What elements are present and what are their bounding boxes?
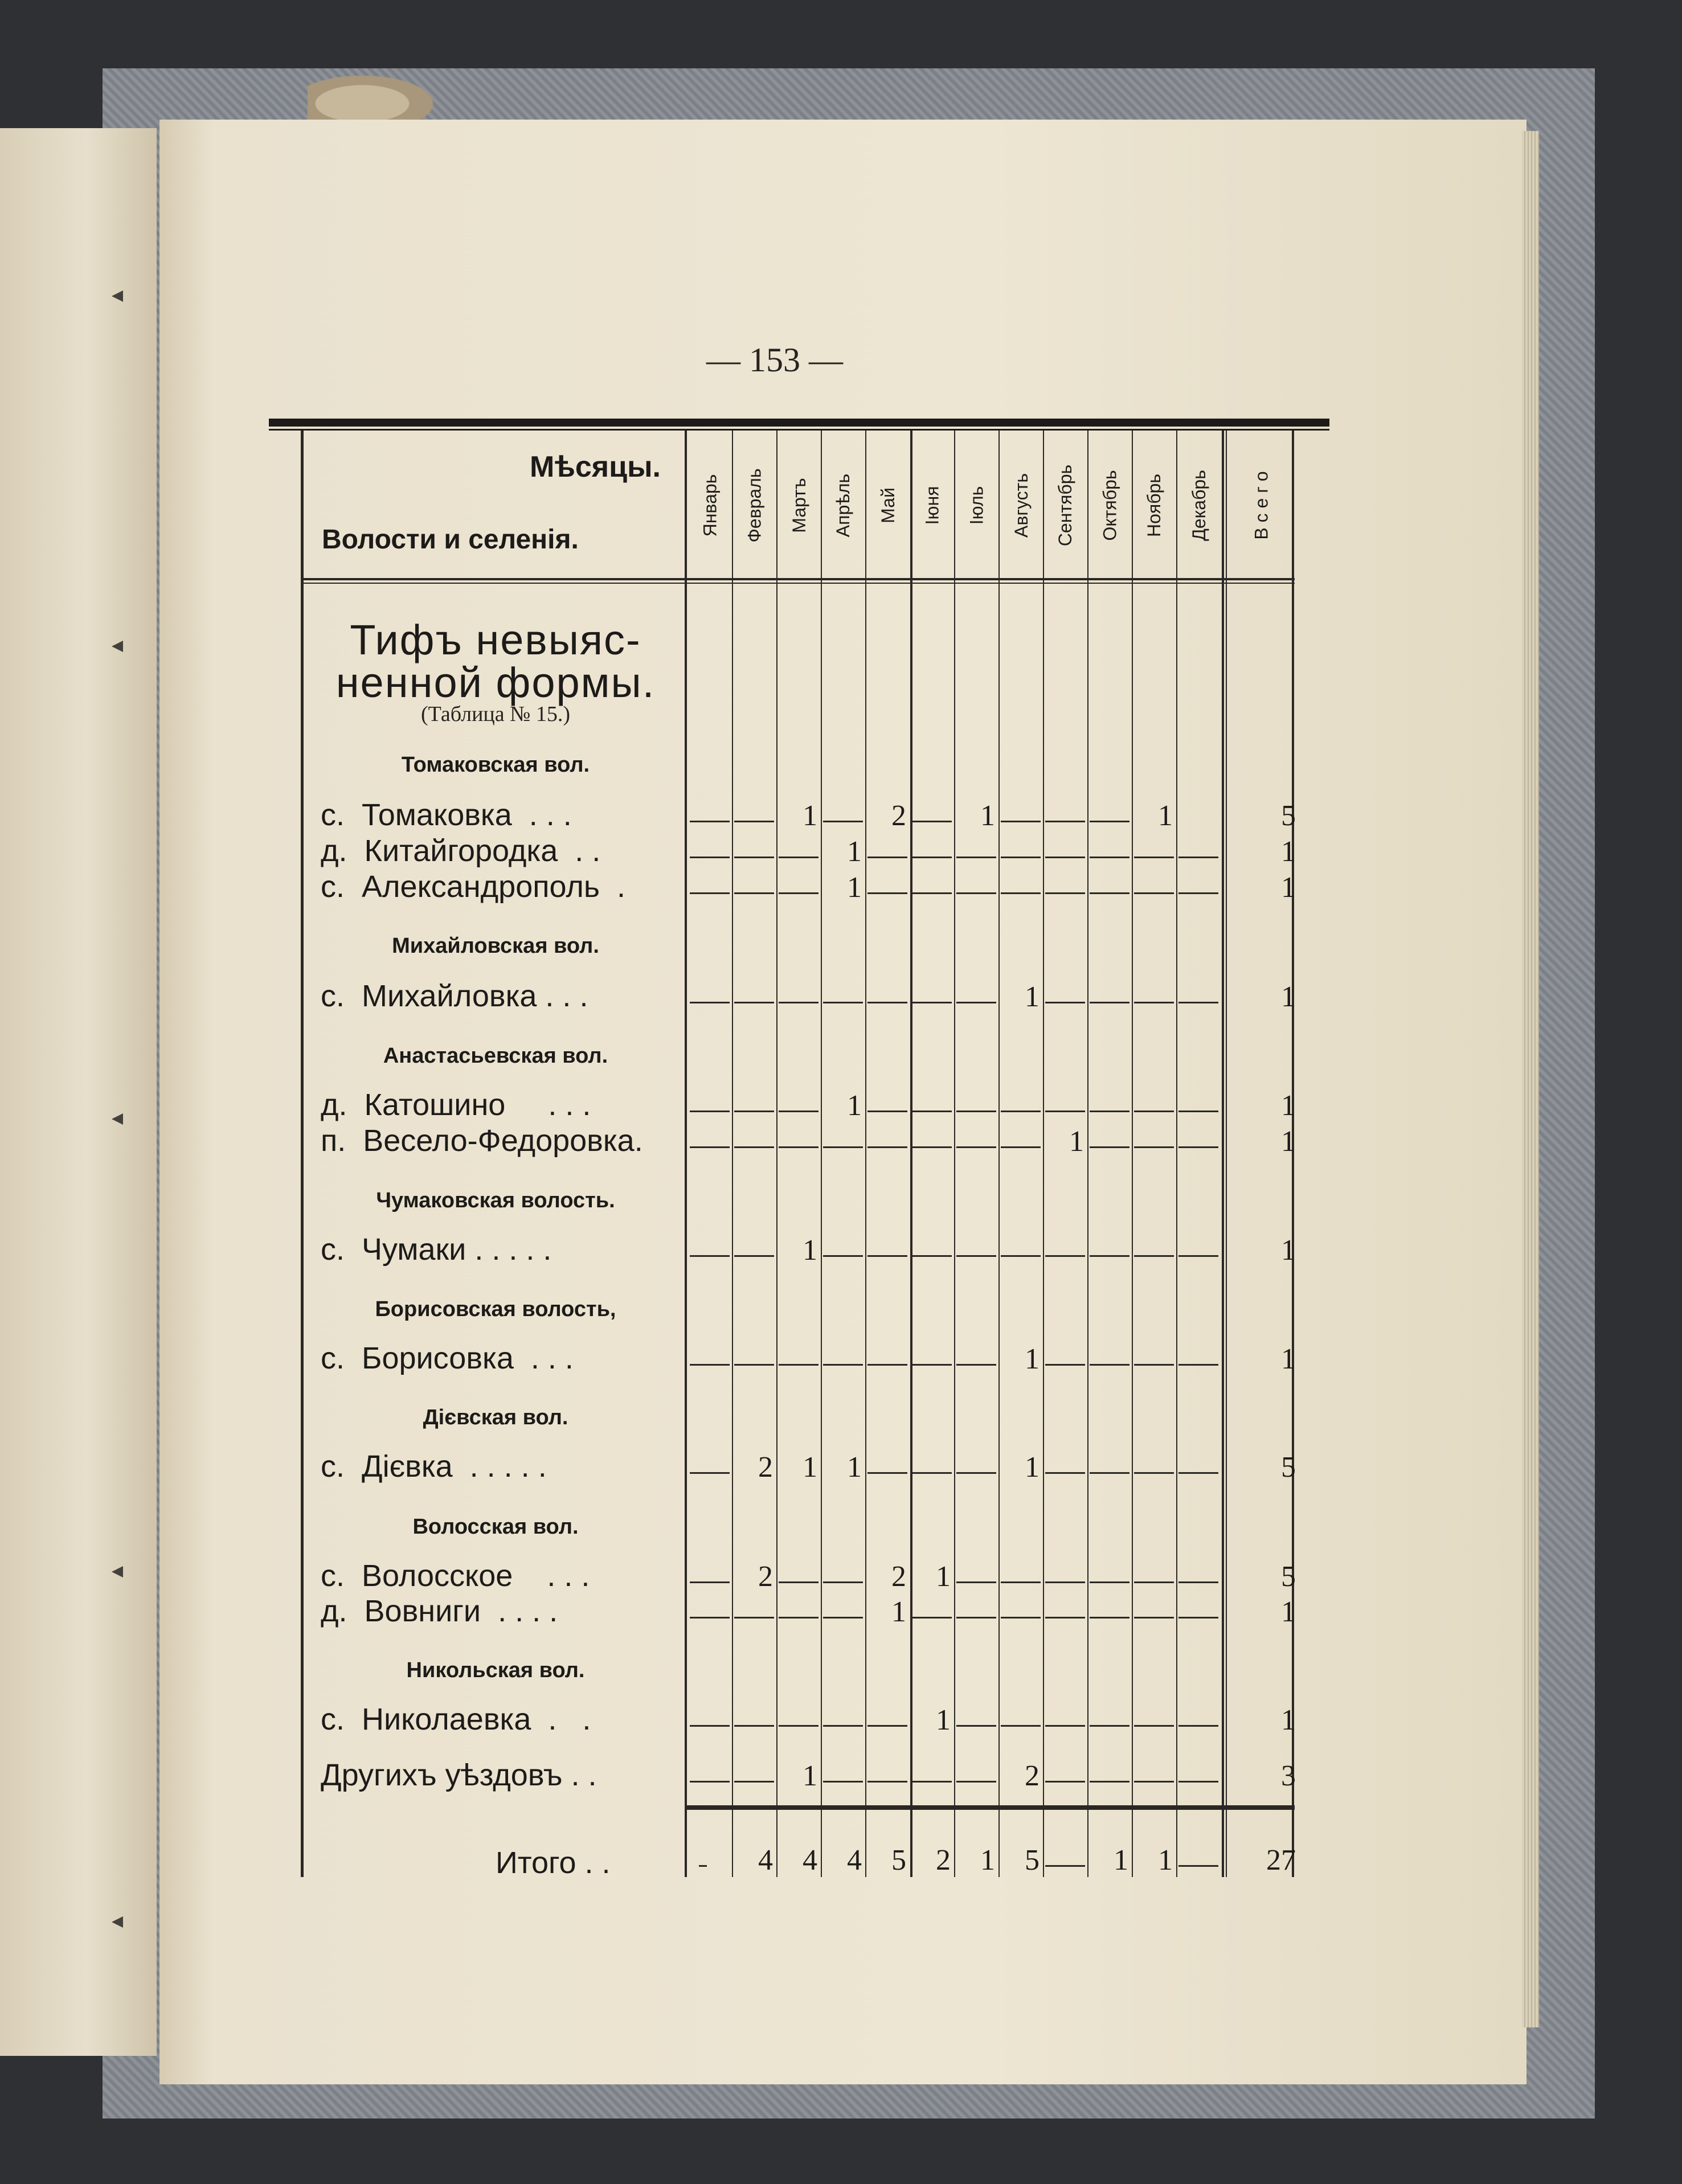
row-total: 1 xyxy=(1281,1596,1296,1628)
cell-dash xyxy=(1178,857,1218,858)
cell-dash xyxy=(690,1581,730,1583)
cell-dash xyxy=(779,1364,819,1366)
itogo-row xyxy=(0,1844,1682,1879)
cell-value: 1 xyxy=(803,1760,817,1792)
cell-dash xyxy=(912,857,952,858)
cell-dash xyxy=(912,1781,952,1783)
month-header-6: Іюня xyxy=(922,486,943,525)
cell-dash xyxy=(690,1002,730,1003)
cell-dash xyxy=(1090,1581,1129,1583)
row-place-name: с. Николаевка . . xyxy=(321,1702,591,1736)
cell-dash xyxy=(1001,1725,1041,1727)
row-place-name: д. Китайгородка . . xyxy=(321,834,601,868)
cell-dash xyxy=(912,1255,952,1257)
cell-dash xyxy=(1090,1617,1129,1618)
cell-dash xyxy=(1090,1111,1129,1112)
cell-value: 1 xyxy=(1025,981,1040,1013)
cell-dash xyxy=(1134,1781,1174,1783)
cell-dash xyxy=(1001,857,1041,858)
cell-dash xyxy=(1045,1725,1085,1727)
cell-dash xyxy=(779,1581,819,1583)
row-place-name: с. Борисовка . . . xyxy=(321,1341,574,1375)
cell-dash xyxy=(1178,1725,1218,1727)
cell-dash xyxy=(1045,821,1085,822)
row-place-name: д. Вовниги . . . . xyxy=(321,1594,558,1628)
cell-dash xyxy=(734,821,774,822)
cell-dash xyxy=(699,1865,707,1867)
row-total: 3 xyxy=(1281,1760,1296,1792)
cell-value: 4 xyxy=(803,1844,817,1876)
cell-value: 1 xyxy=(980,800,995,832)
cell-dash xyxy=(734,1146,774,1148)
cell-value: 1 xyxy=(847,871,862,904)
cell-value: 2 xyxy=(758,1560,773,1593)
cell-value: 1 xyxy=(1025,1451,1040,1484)
cell-dash xyxy=(823,1725,863,1727)
cell-dash xyxy=(1178,1617,1218,1618)
month-header-12: Декабрь xyxy=(1188,470,1209,541)
row-total: 1 xyxy=(1281,835,1296,868)
itogo-label: Итого . . xyxy=(496,1846,611,1880)
cell-dash xyxy=(867,1781,907,1783)
row-place-name: с. Михайловка . . . xyxy=(321,979,588,1013)
group-heading: Чумаковская волость. xyxy=(376,1189,615,1212)
cell-dash xyxy=(1045,1111,1085,1112)
cell-dash xyxy=(1001,1146,1041,1148)
cell-dash xyxy=(956,857,996,858)
page-number: — 153 — xyxy=(706,341,843,379)
cell-value: 2 xyxy=(891,800,906,832)
cell-dash xyxy=(1045,892,1085,894)
total-separator-rule xyxy=(687,1805,1295,1810)
cell-dash xyxy=(867,1255,907,1257)
group-heading: Борисовская волость, xyxy=(375,1297,616,1321)
month-header-4: Апрѣль xyxy=(833,473,854,538)
table-row xyxy=(0,981,1682,1016)
row-place-name: с. Чумаки . . . . . xyxy=(321,1232,552,1267)
cell-dash xyxy=(1090,1002,1129,1003)
group-heading: Анастасьевская вол. xyxy=(383,1044,608,1068)
table-row xyxy=(0,1704,1682,1739)
cell-dash xyxy=(1134,857,1174,858)
cell-dash xyxy=(1045,857,1085,858)
cell-dash xyxy=(1134,1002,1174,1003)
cell-dash xyxy=(1045,1781,1085,1783)
cell-dash xyxy=(779,892,819,894)
cell-dash xyxy=(1001,1617,1041,1618)
cell-dash xyxy=(734,1111,774,1112)
cell-dash xyxy=(1178,1255,1218,1257)
cell-dash xyxy=(1134,1255,1174,1257)
cell-dash xyxy=(1090,857,1129,858)
cell-dash xyxy=(1178,1581,1218,1583)
cell-dash xyxy=(912,1111,952,1112)
cell-dash xyxy=(1090,1781,1129,1783)
cell-dash xyxy=(823,1617,863,1618)
cell-dash xyxy=(956,1581,996,1583)
cell-dash xyxy=(1134,1146,1174,1148)
row-place-name: с. Томаковка . . . xyxy=(321,798,572,832)
cell-dash xyxy=(912,821,952,822)
cell-dash xyxy=(1178,1865,1218,1867)
cell-dash xyxy=(1134,1364,1174,1366)
row-total: 5 xyxy=(1281,800,1296,832)
cell-dash xyxy=(823,1581,863,1583)
cell-dash xyxy=(1090,1255,1129,1257)
row-place-name: Другихъ уѣздовъ . . xyxy=(321,1758,597,1792)
cell-value: 1 xyxy=(803,1234,817,1267)
group-heading: Волосская вол. xyxy=(412,1515,579,1539)
cell-dash xyxy=(779,1617,819,1618)
cell-dash xyxy=(1045,1255,1085,1257)
table-row xyxy=(0,1125,1682,1161)
cell-value: 2 xyxy=(936,1844,951,1876)
cell-value: 2 xyxy=(758,1451,773,1484)
cell-dash xyxy=(779,1725,819,1727)
cell-dash xyxy=(1134,1725,1174,1727)
cell-dash xyxy=(1134,892,1174,894)
header-bottom-rule-thin xyxy=(301,583,1295,584)
cell-dash xyxy=(1045,1364,1085,1366)
row-place-name: с. Дієвка . . . . . xyxy=(321,1449,547,1484)
cell-dash xyxy=(867,1472,907,1474)
total-header: В с е г о xyxy=(1251,471,1272,540)
cell-dash xyxy=(690,1111,730,1112)
cell-dash xyxy=(1178,892,1218,894)
cell-value: 1 xyxy=(936,1704,951,1736)
cell-dash xyxy=(734,1364,774,1366)
row-total: 5 xyxy=(1281,1451,1296,1484)
table-row xyxy=(0,1596,1682,1631)
cell-dash xyxy=(1045,1865,1085,1867)
month-header-9: Сентябрь xyxy=(1055,464,1076,547)
month-header-3: Мартъ xyxy=(788,478,809,533)
cell-dash xyxy=(690,892,730,894)
cell-dash xyxy=(867,1111,907,1112)
cell-dash xyxy=(867,1002,907,1003)
cell-dash xyxy=(690,1725,730,1727)
cell-dash xyxy=(956,1472,996,1474)
frayed-spine-fabric xyxy=(308,71,444,125)
cell-dash xyxy=(912,1364,952,1366)
table-row xyxy=(0,800,1682,835)
table-row xyxy=(0,1234,1682,1269)
cell-dash xyxy=(823,1002,863,1003)
cell-value: 5 xyxy=(891,1844,906,1876)
cell-dash xyxy=(1178,1111,1218,1112)
section-title-line1: Тифъ невыяс- xyxy=(350,616,641,663)
cell-dash xyxy=(1090,821,1129,822)
cell-value: 1 xyxy=(891,1596,906,1628)
table-top-rule-thin xyxy=(269,429,1329,431)
cell-dash xyxy=(823,1146,863,1148)
cell-dash xyxy=(912,1002,952,1003)
table-reference: (Таблица № 15.) xyxy=(420,702,571,726)
cell-dash xyxy=(1178,1472,1218,1474)
page-stack-edge xyxy=(1522,131,1539,2027)
month-header-7: Іюль xyxy=(966,486,987,525)
row-place-name: с. Александрополь . xyxy=(321,870,625,904)
row-total: 5 xyxy=(1281,1560,1296,1593)
row-place-name: д. Катошино . . . xyxy=(321,1088,591,1122)
cell-dash xyxy=(734,1781,774,1783)
months-header-label: Мѣсяцы. xyxy=(530,450,661,483)
cell-value: 2 xyxy=(1025,1760,1040,1792)
cell-dash xyxy=(823,1255,863,1257)
cell-value: 1 xyxy=(980,1844,995,1876)
cell-dash xyxy=(956,1255,996,1257)
cell-dash xyxy=(1134,1617,1174,1618)
cell-dash xyxy=(734,1725,774,1727)
group-heading: Никольская вол. xyxy=(406,1658,585,1682)
cell-value: 1 xyxy=(1069,1125,1084,1158)
row-total: 1 xyxy=(1281,1343,1296,1375)
volosti-header-label: Волости и селенія. xyxy=(322,525,579,555)
month-header-10: Октябрь xyxy=(1099,470,1120,541)
cell-dash xyxy=(912,892,952,894)
cell-dash xyxy=(867,1364,907,1366)
row-total: 1 xyxy=(1281,1704,1296,1736)
table-row xyxy=(0,1343,1682,1378)
cell-value: 1 xyxy=(847,835,862,868)
cell-dash xyxy=(823,821,863,822)
month-header-1: Январь xyxy=(699,474,721,537)
cell-dash xyxy=(1090,1725,1129,1727)
cell-dash xyxy=(734,857,774,858)
cell-dash xyxy=(1001,1581,1041,1583)
cell-dash xyxy=(734,892,774,894)
table-row xyxy=(0,835,1682,871)
cell-dash xyxy=(779,1146,819,1148)
cell-dash xyxy=(690,1255,730,1257)
cell-dash xyxy=(912,1617,952,1618)
cell-dash xyxy=(956,1146,996,1148)
section-title-line2: ненной формы. xyxy=(335,659,656,706)
cell-dash xyxy=(867,857,907,858)
cell-dash xyxy=(823,1781,863,1783)
row-total: 1 xyxy=(1281,1089,1296,1122)
cell-value: 1 xyxy=(847,1089,862,1122)
cell-dash xyxy=(1045,1581,1085,1583)
cell-dash xyxy=(1178,1364,1218,1366)
cell-value: 4 xyxy=(847,1844,862,1876)
row-place-name: п. Весело-Федоровка. xyxy=(321,1124,643,1158)
cell-value: 1 xyxy=(847,1451,862,1484)
cell-dash xyxy=(956,892,996,894)
month-header-5: Май xyxy=(877,487,898,523)
cell-dash xyxy=(690,857,730,858)
cell-dash xyxy=(1178,1002,1218,1003)
group-heading: Томаковская вол. xyxy=(401,753,590,777)
table-row xyxy=(0,1760,1682,1795)
cell-value: 1 xyxy=(936,1560,951,1593)
cell-value: 5 xyxy=(1025,1844,1040,1876)
cell-dash xyxy=(1001,1255,1041,1257)
header-bottom-rule xyxy=(301,578,1295,580)
table-top-rule xyxy=(269,419,1329,427)
table-row xyxy=(0,871,1682,907)
cell-value: 1 xyxy=(1158,1844,1173,1876)
month-header-8: Августь xyxy=(1010,473,1032,538)
group-heading: Михайловская вол. xyxy=(392,934,599,958)
cell-dash xyxy=(1045,1002,1085,1003)
table-row xyxy=(0,1451,1682,1486)
cell-dash xyxy=(734,1255,774,1257)
cell-dash xyxy=(690,1146,730,1148)
cell-dash xyxy=(956,1111,996,1112)
cell-dash xyxy=(912,1146,952,1148)
cell-dash xyxy=(690,1781,730,1783)
cell-value: 1 xyxy=(1025,1343,1040,1375)
cell-dash xyxy=(734,1002,774,1003)
cell-value: 1 xyxy=(1158,800,1173,832)
cell-dash xyxy=(779,1002,819,1003)
cell-dash xyxy=(1001,892,1041,894)
month-header-2: Февраль xyxy=(744,468,765,543)
cell-dash xyxy=(690,821,730,822)
cell-dash xyxy=(779,857,819,858)
cell-dash xyxy=(1134,1472,1174,1474)
cell-dash xyxy=(1001,821,1041,822)
table-row xyxy=(0,1560,1682,1596)
row-total: 1 xyxy=(1281,1125,1296,1158)
cell-value: 4 xyxy=(758,1844,773,1876)
cell-dash xyxy=(1045,1472,1085,1474)
cell-dash xyxy=(1090,892,1129,894)
cell-dash xyxy=(823,1364,863,1366)
cell-dash xyxy=(867,1725,907,1727)
table-row xyxy=(0,1089,1682,1125)
cell-dash xyxy=(690,1617,730,1618)
group-heading: Дієвская вол. xyxy=(423,1406,568,1429)
cell-value: 1 xyxy=(803,800,817,832)
cell-dash xyxy=(1134,1111,1174,1112)
cell-dash xyxy=(956,1781,996,1783)
cell-dash xyxy=(1178,1146,1218,1148)
cell-dash xyxy=(956,1617,996,1618)
cell-dash xyxy=(867,892,907,894)
cell-dash xyxy=(734,1617,774,1618)
cell-dash xyxy=(1178,1781,1218,1783)
cell-dash xyxy=(779,1111,819,1112)
cell-dash xyxy=(867,1146,907,1148)
cell-dash xyxy=(912,1472,952,1474)
row-place-name: с. Волосское . . . xyxy=(321,1559,590,1593)
cell-dash xyxy=(1134,1581,1174,1583)
cell-value: 1 xyxy=(803,1451,817,1484)
cell-value: 1 xyxy=(1114,1844,1128,1876)
cell-dash xyxy=(1001,1111,1041,1112)
cell-dash xyxy=(1090,1364,1129,1366)
row-total: 1 xyxy=(1281,981,1296,1013)
cell-dash xyxy=(956,1002,996,1003)
cell-dash xyxy=(956,1725,996,1727)
cell-value: 2 xyxy=(891,1560,906,1593)
cell-dash xyxy=(1090,1146,1129,1148)
cell-dash xyxy=(1090,1472,1129,1474)
row-total: 27 xyxy=(1266,1844,1296,1876)
row-total: 1 xyxy=(1281,1234,1296,1267)
cell-dash xyxy=(1045,1617,1085,1618)
row-total: 1 xyxy=(1281,871,1296,904)
cell-dash xyxy=(690,1364,730,1366)
cell-dash xyxy=(956,1364,996,1366)
month-header-11: Ноябрь xyxy=(1144,473,1165,538)
cell-dash xyxy=(690,1472,730,1474)
